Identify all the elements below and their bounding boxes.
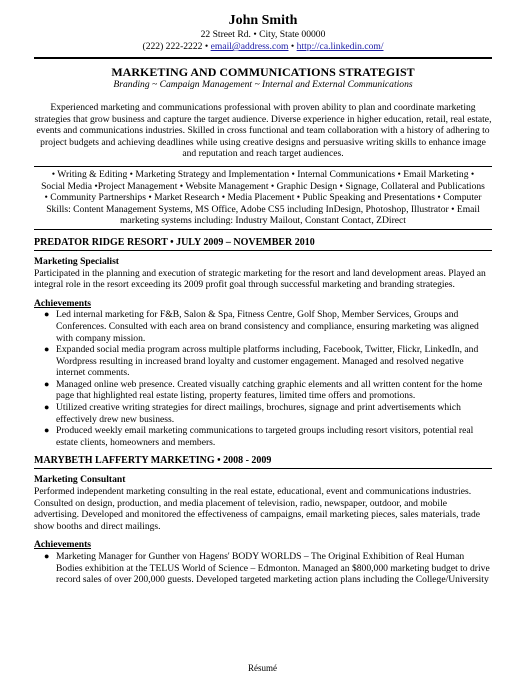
job-description: Participated in the planning and execution of strategic marketing for the resort and land development areas. Played an integral role in the resort exceeding its 2009 profit goal through successful marketing and branding strategies. — [34, 267, 486, 291]
list-item — [44, 425, 492, 448]
separator: • — [290, 41, 295, 52]
header-divider — [34, 57, 492, 59]
list-item — [44, 344, 492, 379]
list-item-text: Marketing Manager for Gunther von Hagens' BODY WORLDS – The Original Exhibition of Real Human Bodies exhibition at the TELUS World of Science – Edmonton. Managed an $800,000 marketing budget to drive record sales of over 200,000 guests. Developed targeted marketing action plans including the College/University — [56, 551, 490, 586]
email-link[interactable]: email@address.com — [210, 41, 289, 52]
list-item-text: Produced weekly email marketing communications to targeted groups including resort visitors, potential real estate clients, homeowners and members. — [56, 425, 474, 448]
contact-line — [34, 41, 492, 53]
list-item — [44, 551, 492, 586]
achievements-list — [34, 551, 492, 586]
linkedin-link[interactable]: http://ca.linkedin.com/ — [296, 41, 384, 52]
job-description: Performed independent marketing consulting in the real estate, educational, event and communications industries. Consulted on design, production, and media placement of television, radio, newspaper, outdoor, and mobile advertising. Developed and monitored the effectiveness of campaigns, email marketing pieces, sales materials, trade show booths and direct mailings. — [34, 486, 481, 532]
job-role: Marketing Consultant — [34, 474, 126, 486]
achievements-heading: Achievements — [34, 297, 92, 309]
bullet-icon: ● — [44, 309, 50, 320]
list-item-text: Expanded social media program across multiple platforms including, Facebook, Twitter, Flickr, LinkedIn, and Wordpress resulting in increased brand loyalty and customer engagement. Managed and resolved negative internet comments. — [56, 344, 479, 379]
list-item-text: Led internal marketing for F&B, Salon & Spa, Fitness Centre, Golf Shop, Member Services, Groups and Conferences. Consulted with each area on brand consistency and compliance, ensuring marketing was aligned with company mission. — [56, 309, 479, 344]
phone-text: (222) 222-2222 • — [142, 41, 209, 52]
job-heading: MARYBETH LAFFERTY MARKETING • 2008 - 2009 — [34, 455, 492, 469]
list-item-text: Utilized creative writing strategies for direct mailings, brochures, signage and print advertisements which effectively drew new business. — [56, 402, 461, 425]
page-footer: Résumé — [248, 663, 277, 673]
bullet-icon: ● — [44, 378, 50, 389]
achievements-list — [34, 309, 492, 448]
address-line: 22 Street Rd. • City, State 00000 — [200, 29, 326, 40]
bullet-icon: ● — [44, 402, 50, 413]
list-item — [44, 402, 492, 425]
job-role: Marketing Specialist — [34, 255, 120, 267]
job-heading: PREDATOR RIDGE RESORT • JULY 2009 – NOVEMBER 2010 — [34, 237, 492, 251]
bullet-icon: ● — [44, 425, 50, 436]
summary-paragraph: Experienced marketing and communications professional with proven ability to plan and coordinate marketing strategies that grow business and capture the target audience. Diverse experience in higher education, retail, real estate, events and communications industries. Skilled in cross functional and team collaboration with a history of adhering to project budgets and achieving deadlines while using creative designs and persuasive writing skills to enhance image and reputation and reach target audiences. — [34, 102, 492, 160]
resume-page — [34, 10, 492, 586]
skills-list: • Writing & Editing • Marketing Strategy and Implementation • Internal Communications • Email Marketing • Social Media •Project Management • Website Management • Graphic Design • Signage, Collateral and Publications • Community Partnerships • Market Research • Media Placement • Public Speaking and Presentations • Computer Skills: Content Management Systems, MS Office, Adobe CS5 including InDesign, Photoshop, Illustrator • Email marketing systems including: Industry Mailout, Constant Contact, ZDirect — [41, 168, 485, 227]
skills-box — [34, 166, 492, 230]
headline-title: MARKETING AND COMMUNICATIONS STRATEGIST — [111, 65, 415, 79]
list-item — [44, 309, 492, 344]
bullet-icon: ● — [44, 551, 50, 561]
candidate-name: John Smith — [228, 13, 298, 28]
bullet-icon: ● — [44, 344, 50, 355]
achievements-heading: Achievements — [34, 539, 92, 551]
list-item — [44, 378, 492, 402]
headline-subtitle: Branding ~ Campaign Management ~ Internal and External Communications — [113, 79, 413, 90]
list-item-text: Managed online web presence. Created visually catching graphic elements and all written content for the home page that highlighted real estate listing, property features, limited time offers and promotions. — [56, 378, 483, 402]
